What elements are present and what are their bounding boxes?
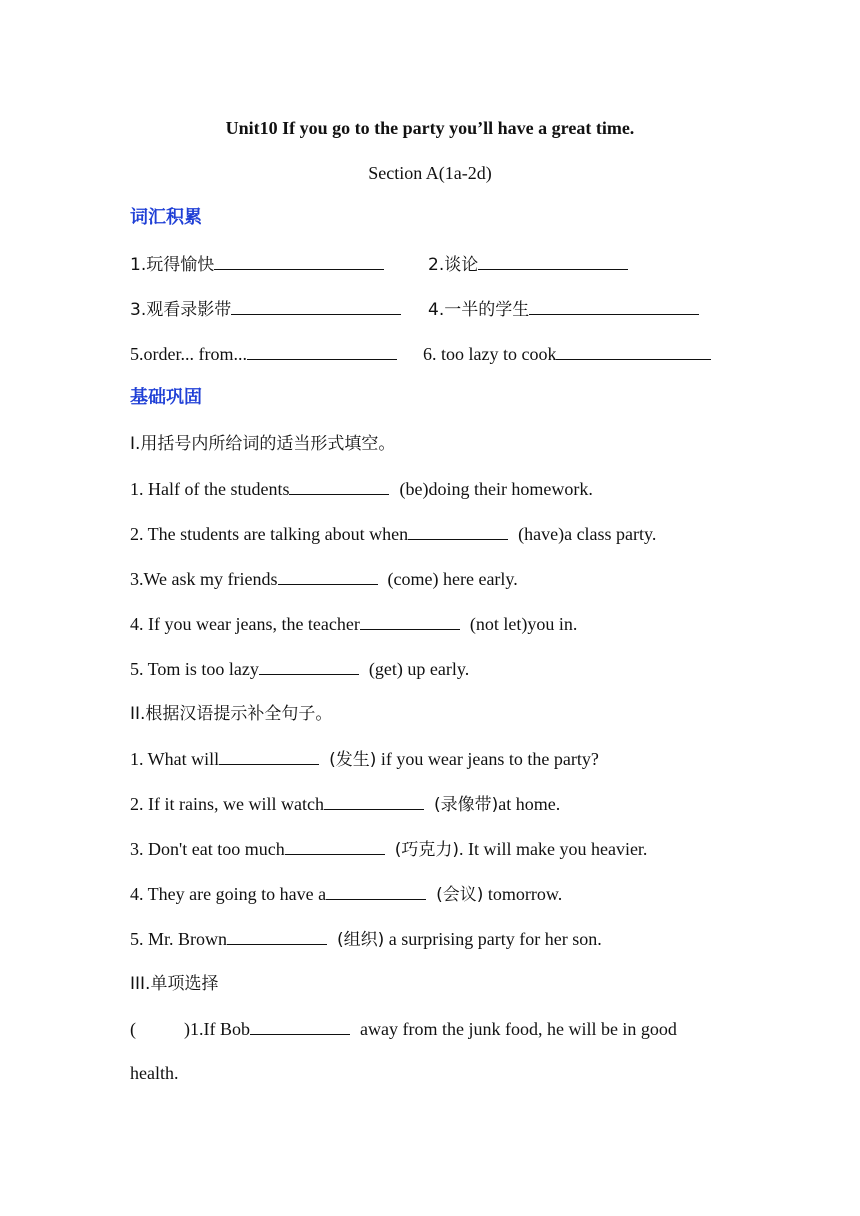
vocab-item-1: 1.玩得愉快 (130, 255, 215, 275)
part1-question-1: 1. Half of the students (be)doing their homework. (130, 479, 593, 499)
answer-blank[interactable] (478, 252, 628, 270)
answer-blank[interactable] (250, 1017, 350, 1035)
vocab-row-1 (130, 252, 384, 276)
page-title: Unit10 If you go to the party you’ll have a great time. (225, 118, 635, 138)
part2-question-1: 1. What will (发生) if you wear jeans to the party? (130, 749, 599, 770)
answer-blank[interactable] (285, 837, 385, 855)
answer-blank[interactable] (408, 522, 508, 540)
part1-heading: I.用括号内所给词的适当形式填空。 (130, 434, 396, 454)
answer-blank[interactable] (556, 342, 711, 360)
vocab-item-5: 5.order... from... (130, 344, 247, 364)
answer-blank[interactable] (289, 477, 389, 495)
part2-question-5: 5. Mr. Brown (组织) a surprising party for her son. (130, 929, 602, 950)
answer-blank[interactable] (219, 747, 319, 765)
answer-blank[interactable] (326, 882, 426, 900)
part1-question-2: 2. The students are talking about when (have)a class party. (130, 524, 657, 544)
vocab-item-3: 3.观看录影带 (130, 300, 232, 320)
part3-question-1-continuation: health. (130, 1063, 179, 1083)
answer-blank[interactable] (227, 927, 327, 945)
answer-blank[interactable] (231, 297, 401, 315)
answer-blank[interactable] (324, 792, 424, 810)
answer-paren-close: ) (184, 1019, 190, 1039)
vocab-row-2 (130, 297, 401, 321)
answer-blank[interactable] (360, 612, 460, 630)
vocab-row-3 (130, 342, 397, 365)
answer-blank[interactable] (247, 342, 397, 360)
vocab-item-6: 6. too lazy to cook (423, 344, 557, 364)
vocab-row-1b (428, 252, 628, 276)
vocab-row-3b (423, 342, 711, 365)
answer-blank[interactable] (214, 252, 384, 270)
section-heading-vocab: 词汇积累 (130, 207, 202, 228)
part2-question-2: 2. If it rains, we will watch (录像带)at home. (130, 794, 561, 815)
part1-question-3: 3.We ask my friends (come) here early. (130, 569, 518, 589)
vocab-row-2b (428, 297, 699, 321)
page-subtitle: Section A(1a-2d) (368, 163, 492, 183)
section-heading-basic: 基础巩固 (130, 387, 202, 408)
vocab-item-4: 4.一半的学生 (428, 300, 530, 320)
answer-blank[interactable] (529, 297, 699, 315)
answer-blank[interactable] (259, 657, 359, 675)
part2-question-3: 3. Don't eat too much (巧克力). It will make you heavier. (130, 839, 648, 860)
part3-heading: III.单项选择 (130, 974, 219, 994)
vocab-item-2: 2.谈论 (428, 255, 479, 275)
answer-blank[interactable] (278, 567, 378, 585)
answer-paren-open: ( (130, 1019, 136, 1039)
part3-question-1: ( )1.If Bob away from the junk food, he will be in good (130, 1019, 677, 1039)
part1-question-4: 4. If you wear jeans, the teacher (not let)you in. (130, 614, 578, 634)
part2-heading: II.根据汉语提示补全句子。 (130, 704, 333, 724)
part1-question-5: 5. Tom is too lazy (get) up early. (130, 659, 470, 679)
part2-question-4: 4. They are going to have a (会议) tomorrow. (130, 884, 563, 905)
